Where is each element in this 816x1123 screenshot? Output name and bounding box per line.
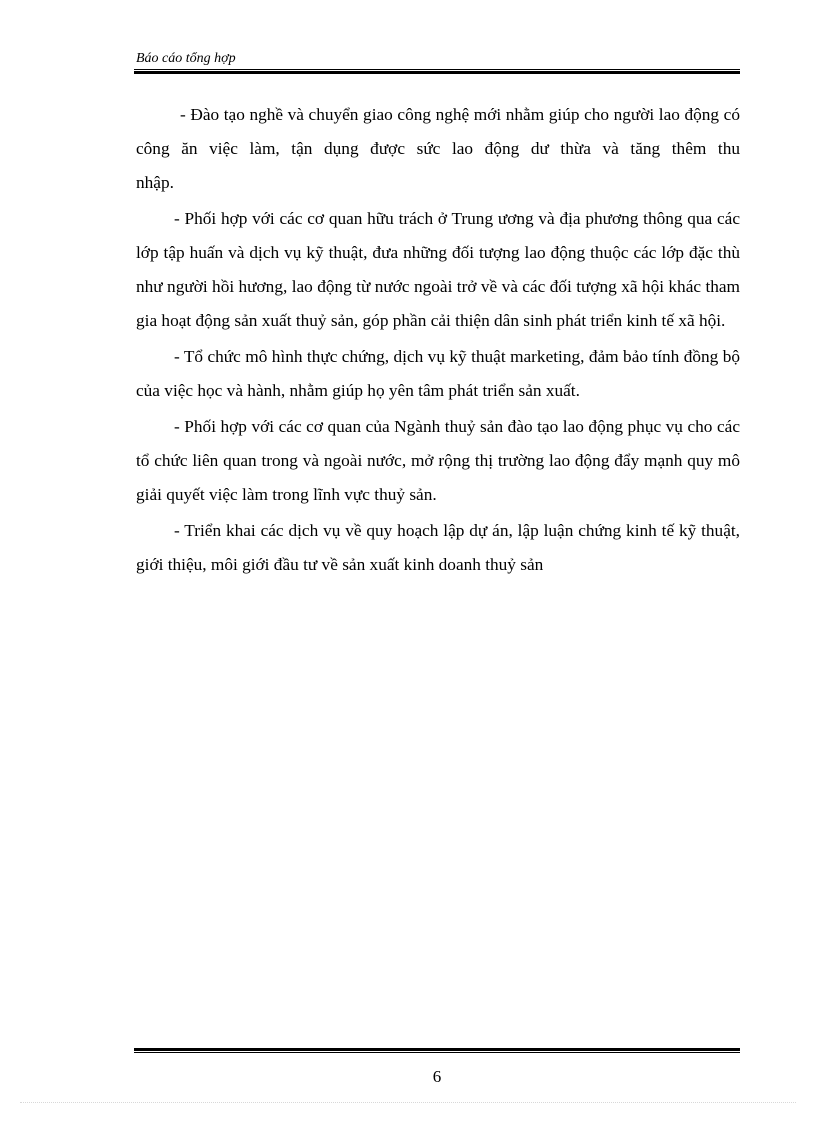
header-rule-thick bbox=[134, 71, 740, 74]
body-text bbox=[136, 98, 740, 584]
paragraph-2: - Phối hợp với các cơ quan hữu trách ở Trung ương và địa phương thông qua các lớp tập huấn và dịch vụ kỹ thuật, đưa những đối tượng lao động thuộc các lớp đặc thù như người hồi hương, lao động từ nước ngoài trở về và các đối tượng xã hội khác tham gia hoạt động sản xuất thuỷ sản, góp phần cải thiện dân sinh phát triển kinh tế xã hội. bbox=[136, 209, 740, 330]
footer-rule-thick bbox=[134, 1048, 740, 1051]
paragraph-3: - Tổ chức mô hình thực chứng, dịch vụ kỹ thuật marketing, đảm bảo tính đồng bộ của việc học và hành, nhằm giúp họ yên tâm phát triển sản xuất. bbox=[136, 347, 740, 400]
page-edge-divider bbox=[20, 1102, 796, 1103]
paragraph-5: - Triển khai các dịch vụ về quy hoạch lập dự án, lập luận chứng kinh tế kỹ thuật, giới thiệu, môi giới đầu tư về sản xuất kinh doanh thuỷ sản bbox=[136, 521, 740, 574]
footer-rule-thin bbox=[134, 1052, 740, 1053]
page-footer bbox=[134, 1048, 740, 1087]
paragraph-1: - Đào tạo nghề và chuyển giao công nghệ mới nhằm giúp cho người lao động có công ăn việc làm, tận dụng được sức lao động dư thừa và tăng thêm thu bbox=[136, 105, 740, 158]
paragraph-1-end: nhập. bbox=[136, 173, 174, 192]
page-header bbox=[134, 50, 740, 74]
header-rule-thin bbox=[134, 69, 740, 70]
paragraph-4: - Phối hợp với các cơ quan của Ngành thuỷ sản đào tạo lao động phục vụ cho các tổ chức liên quan trong và ngoài nước, mở rộng thị trường lao động đẩy mạnh quy mô giải quyết việc làm trong lĩnh vực thuỷ sản. bbox=[136, 417, 740, 504]
page-number: 6 bbox=[432, 1067, 442, 1086]
header-title: Báo cáo tổng hợp bbox=[136, 51, 236, 66]
